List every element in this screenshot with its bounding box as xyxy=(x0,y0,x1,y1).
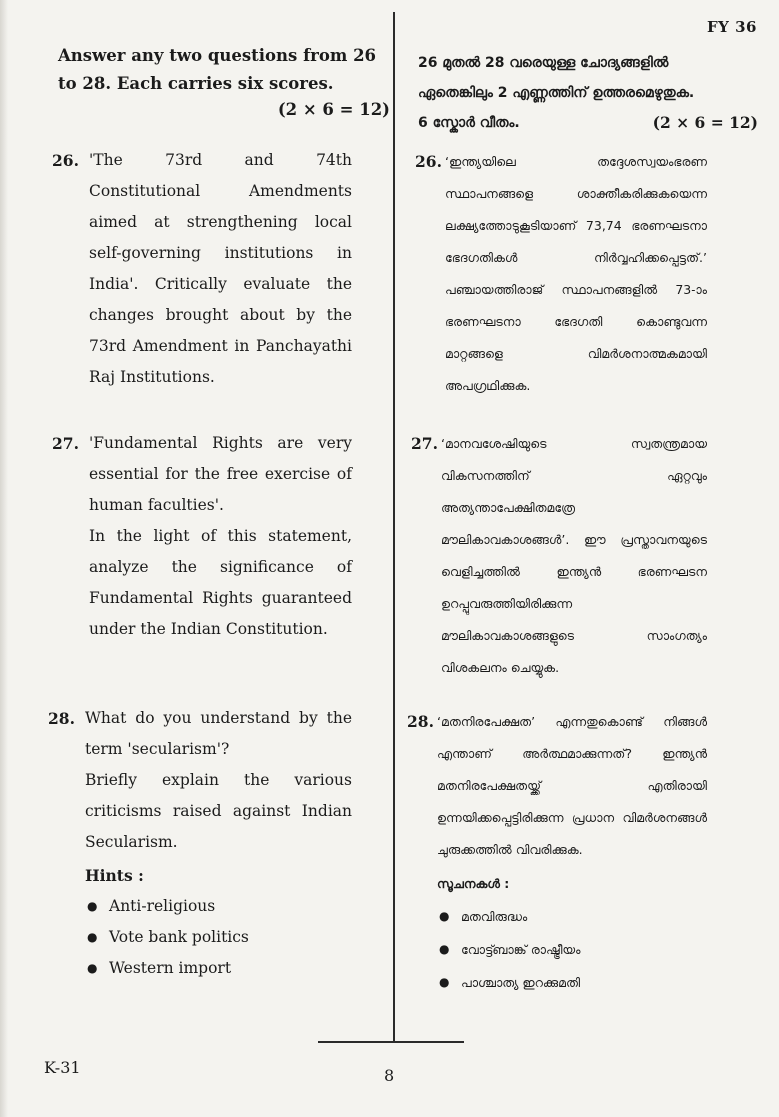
hints-list xyxy=(437,900,707,999)
question-number: 27. xyxy=(52,434,79,453)
malayalam-instruction-line: 6 സ്കോർ വീതം. xyxy=(418,115,520,131)
english-score: (2 × 6 = 12) xyxy=(277,100,390,119)
question-text: Briefly explain the various criticisms raised against Indian Secularism. xyxy=(85,771,352,851)
malayalam-question-27 xyxy=(411,428,707,684)
question-text: ‘ഇന്ത്യയിലെ തദ്ദേശസ്വയംഭരണ സ്ഥാപനങ്ങളെ ശാക്തീകരിക്കുകയെന്ന ലക്ഷ്യത്തോടുകൂടിയാണ് 73,74 ഭരണഘടനാ ഭേദഗതികൾ നിർവ്വഹിക്കപ്പെട്ടത്.’ പഞ്ചായത്തിരാജ് സ്ഥാപനങ്ങളിൽ 73-ാം ഭരണഘടനാ ഭേദഗതി കൊണ്ടുവന്ന മാറ്റങ്ങളെ വിമർശനാത്മകമായി അപഗ്രഥിക്കുക. xyxy=(445,154,707,393)
question-number: 28. xyxy=(407,712,434,731)
english-question-26 xyxy=(52,145,352,393)
question-text: 'Fundamental Rights are very essential for the free exercise of human faculties'. xyxy=(89,434,352,514)
question-text: What do you understand by the term 'secularism'? xyxy=(85,709,352,758)
list-item: ● Western import xyxy=(87,953,352,984)
english-instruction: Answer any two questions from 26 to 28. Each carries six scores. xyxy=(58,46,377,93)
english-instruction-block xyxy=(58,42,392,124)
hints-label: സൂചനകൾ : xyxy=(437,876,510,891)
list-item: ● മതവിരുദ്ധം xyxy=(439,900,707,933)
exam-code: K-31 xyxy=(44,1058,81,1077)
malayalam-instruction-line: 26 മുതൽ 28 വരെയുള്ള ചോദ്യങ്ങളിൽ xyxy=(418,55,669,71)
bottom-rule xyxy=(318,1041,464,1043)
paper-code: FY 36 xyxy=(707,18,757,36)
question-number: 26. xyxy=(415,152,442,171)
page-number: 8 xyxy=(384,1066,395,1085)
question-number: 27. xyxy=(411,434,438,453)
question-text: 'The 73rd and 74th Constitutional Amendments aimed at strengthening local self-governing institutions in India'. Critically evaluate the changes brought about by the 73rd Amendment in Panchayathi Raj Institutions. xyxy=(89,151,352,386)
hints-label: Hints : xyxy=(85,866,144,885)
list-item: ● Anti-religious xyxy=(87,891,352,922)
scan-edge xyxy=(0,0,8,1117)
bullet-icon: ● xyxy=(87,961,98,975)
question-text: ‘മതനിരപേക്ഷത’ എന്നതുകൊണ്ട് നിങ്ങൾ എന്താണ് അർത്ഥമാക്കുന്നത്? ഇന്ത്യൻ മതനിരപേക്ഷതയ്ക്ക് എതിരായി ഉന്നയിക്കപ്പെട്ടിരിക്കുന്ന പ്രധാന വിമർശനങ്ങൾ ചുരുക്കത്തിൽ വിവരിക്കുക. xyxy=(437,714,707,857)
english-question-28 xyxy=(48,703,352,984)
bullet-icon: ● xyxy=(87,899,98,913)
question-number: 26. xyxy=(52,151,79,170)
bullet-icon: ● xyxy=(439,909,450,923)
english-question-27 xyxy=(52,428,352,645)
question-text: ‘മാനവശേഷിയുടെ സ്വതന്ത്രമായ വികസനത്തിന് ഏറ്റവും അത്യന്താപേക്ഷിതമത്രേ മൗലികാവകാശങ്ങൾ’. ഈ പ്രസ്താവനയുടെ വെളിച്ചത്തിൽ ഇന്ത്യൻ ഭരണഘടന ഉറപ്പുവരുത്തിയിരിക്കുന്ന മൗലികാവകാശങ്ങളുടെ സാംഗത്യം വിശകലനം ചെയ്യുക. xyxy=(441,436,707,675)
bullet-icon: ● xyxy=(439,942,450,956)
bullet-icon: ● xyxy=(87,930,98,944)
list-item: ● Vote bank politics xyxy=(87,922,352,953)
malayalam-score: (2 × 6 = 12) xyxy=(652,113,758,132)
list-item: ● വോട്ട്ബാങ്ക് രാഷ്ട്രീയം xyxy=(439,933,707,966)
question-text: In the light of this statement, analyze the significance of Fundamental Rights guaranteed under the Indian Constitution. xyxy=(89,527,352,638)
question-number: 28. xyxy=(48,709,75,728)
hints-list xyxy=(85,891,352,984)
malayalam-instruction-line: ഏതെങ്കിലും 2 എണ്ണത്തിന് ഉത്തരമെഴുതുക. xyxy=(418,85,695,101)
malayalam-question-28 xyxy=(407,706,707,999)
bullet-icon: ● xyxy=(439,975,450,989)
list-item: ● പാശ്ചാത്യ ഇറക്കുമതി xyxy=(439,966,707,999)
column-divider xyxy=(393,12,395,1042)
malayalam-instruction-block xyxy=(418,48,758,138)
malayalam-question-26 xyxy=(415,146,707,402)
